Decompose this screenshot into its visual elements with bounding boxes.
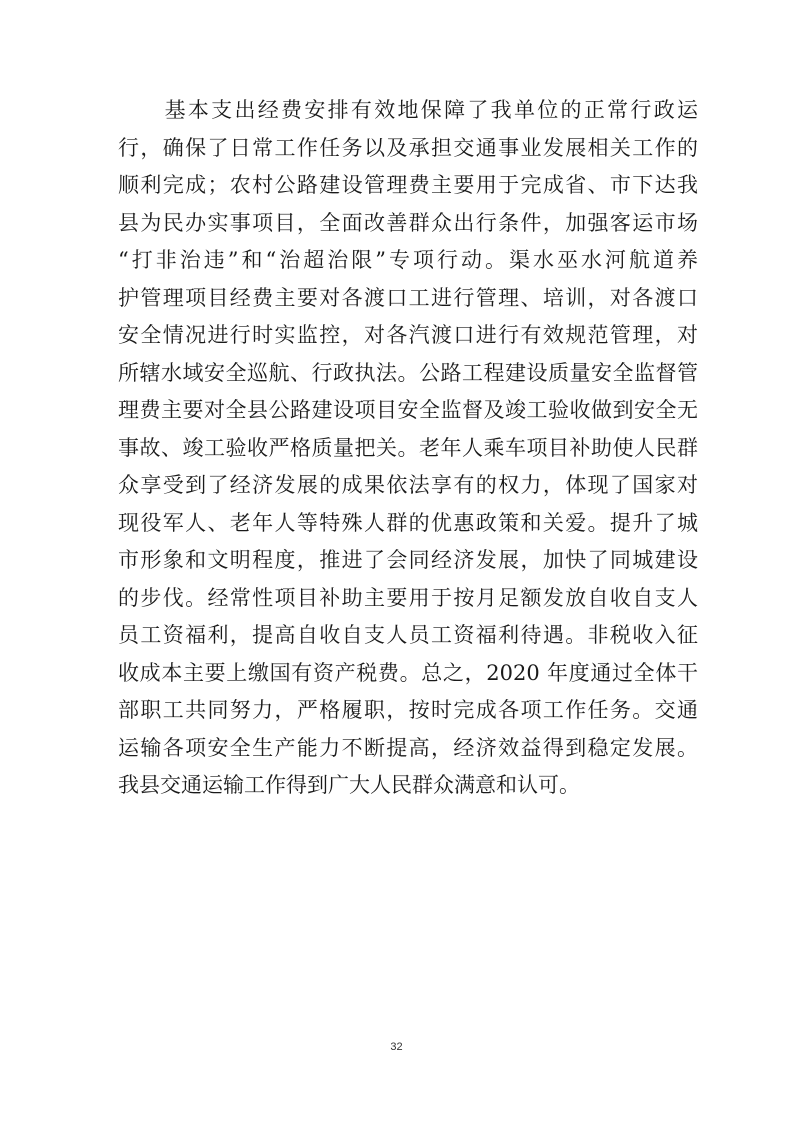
- text-line-7: 安全情况进行时实监控，对各汽渡口进行有效规范管理，对: [118, 323, 698, 347]
- text-line-13: 市形象和文明程度，推进了会同经济发展，加快了同城建设: [118, 548, 698, 572]
- text-line-5: “打非治违”和“治超治限”专项行动。渠水巫水河航道养: [118, 248, 698, 272]
- text-line-3: 顺利完成；农村公路建设管理费主要用于完成省、市下达我: [118, 173, 698, 197]
- text-line-18: 运输各项安全生产能力不断提高，经济效益得到稳定发展。: [118, 735, 698, 760]
- page-number: 32: [390, 1041, 403, 1053]
- text-line-6: 护管理项目经费主要对各渡口工进行管理、培训，对各渡口: [118, 285, 698, 310]
- text-line-15: 员工资福利，提高自收自支人员工资福利待遇。非税收入征: [118, 623, 698, 647]
- text-line-9: 理费主要对全县公路建设项目安全监督及竣工验收做到安全无: [118, 398, 698, 422]
- text-line-4: 县为民办实事项目，全面改善群众出行条件，加强客运市场: [118, 210, 698, 235]
- text-line-19: 我县交通运输工作得到广大人民群众满意和认可。: [118, 773, 580, 797]
- text-line-1: 基本支出经费安排有效地保障了我单位的正常行政运: [118, 98, 698, 122]
- text-line-14: 的步伐。经常性项目补助主要用于按月足额发放自收自支人: [118, 585, 698, 610]
- text-line-11: 众享受到了经济发展的成果依法享有的权力，体现了国家对: [118, 473, 698, 497]
- text-line-10: 事故、竣工验收严格质量把关。老年人乘车项目补助使人民群: [118, 435, 698, 460]
- text-line-8: 所辖水域安全巡航、行政执法。公路工程建设质量安全监督管: [118, 360, 698, 385]
- body-paragraph: [118, 92, 698, 805]
- text-line-17: 部职工共同努力，严格履职，按时完成各项工作任务。交通: [118, 698, 698, 722]
- text-line-16: 收成本主要上缴国有资产税费。总之，2020 年度通过全体干: [118, 660, 698, 685]
- text-line-2: 行，确保了日常工作任务以及承担交通事业发展相关工作的: [118, 135, 698, 160]
- text-line-12: 现役军人、老年人等特殊人群的优惠政策和关爱。提升了城: [118, 510, 698, 535]
